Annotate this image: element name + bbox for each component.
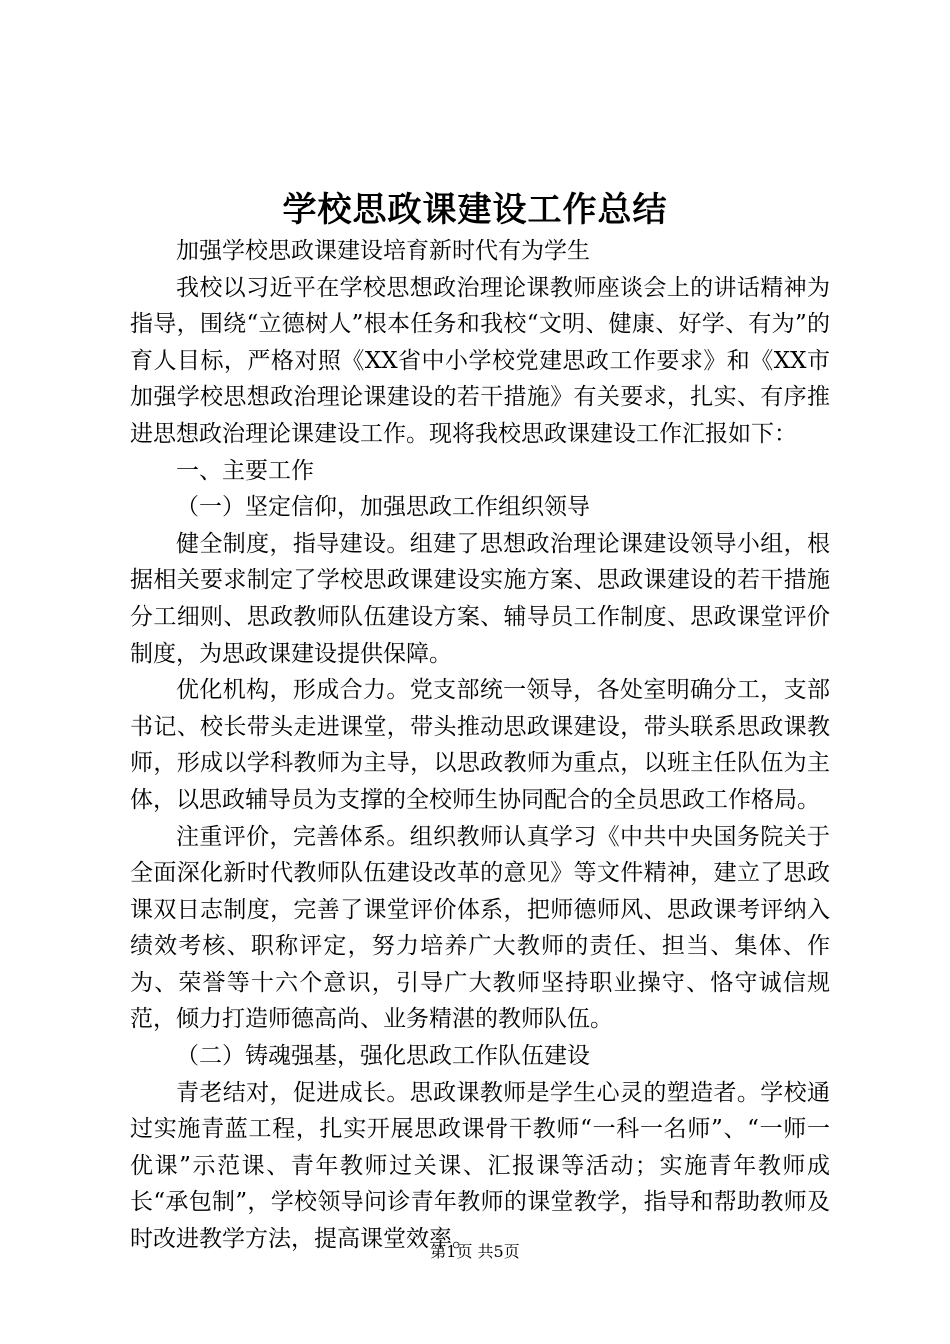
subsection-heading: （一）坚定信仰，加强思政工作组织领导 xyxy=(176,494,590,521)
body-paragraph: 青老结对，促进成长。思政课教师是学生心灵的塑造者。学校通过实施青蓝工程，扎实开展思政课骨干教师“一科一名师”、“一师一优课”示范课、青年教师过关课、汇报课等活动；实施青年教师成长“承包制”，学校领导问诊青年教师的课堂教学，指导和帮助教师及时改进教学方法，提高课堂效率。 xyxy=(130,1079,830,1253)
body-paragraph: 健全制度，指导建设。组建了思想政治理论课建设领导小组，根据相关要求制定了学校思政课建设实施方案、思政课建设的若干措施分工细则、思政教师队伍建设方案、辅导员工作制度、思政课堂评价制度，为思政课建设提供保障。 xyxy=(130,530,830,667)
document-body xyxy=(130,233,830,1258)
body-paragraph: 注重评价，完善体系。组织教师认真学习《中共中央国务院关于全面深化新时代教师队伍建设改革的意见》等文件精神，建立了思政课双日志制度，完善了课堂评价体系，把师德师风、思政课考评纳入绩效考核、职称评定，努力培养广大教师的责任、担当、集体、作为、荣誉等十六个意识，引导广大教师坚持职业操守、恪守诚信规范，倾力打造师德高尚、业务精湛的教师队伍。 xyxy=(130,823,830,1033)
intro-paragraph: 我校以习近平在学校思想政治理论课教师座谈会上的讲话精神为指导，围绕“立德树人”根本任务和我校“文明、健康、好学、有为”的育人目标，严格对照《XX省中小学校党建思政工作要求》和《XX市加强学校思想政治理论课建设的若干措施》有关要求，扎实、有序推进思想政治理论课建设工作。现将我校思政课建设工作汇报如下： xyxy=(130,274,830,447)
subtitle-paragraph: 加强学校思政课建设培育新时代有为学生 xyxy=(176,238,590,264)
body-paragraph: 优化机构，形成合力。党支部统一领导，各处室明确分工，支部书记、校长带头走进课堂，带头推动思政课建设，带头联系思政课教师，形成以学科教师为主导，以思政教师为重点，以班主任队伍为主体，以思政辅导员为支撑的全校师生协同配合的全员思政工作格局。 xyxy=(130,677,830,813)
section-heading: 一、主要工作 xyxy=(176,457,314,484)
page-footer: 第1页 共5页 xyxy=(430,1242,520,1261)
document-title: 学校思政课建设工作总结 xyxy=(282,190,668,230)
subsection-heading: （二）铸魂强基，强化思政工作队伍建设 xyxy=(176,1043,590,1070)
